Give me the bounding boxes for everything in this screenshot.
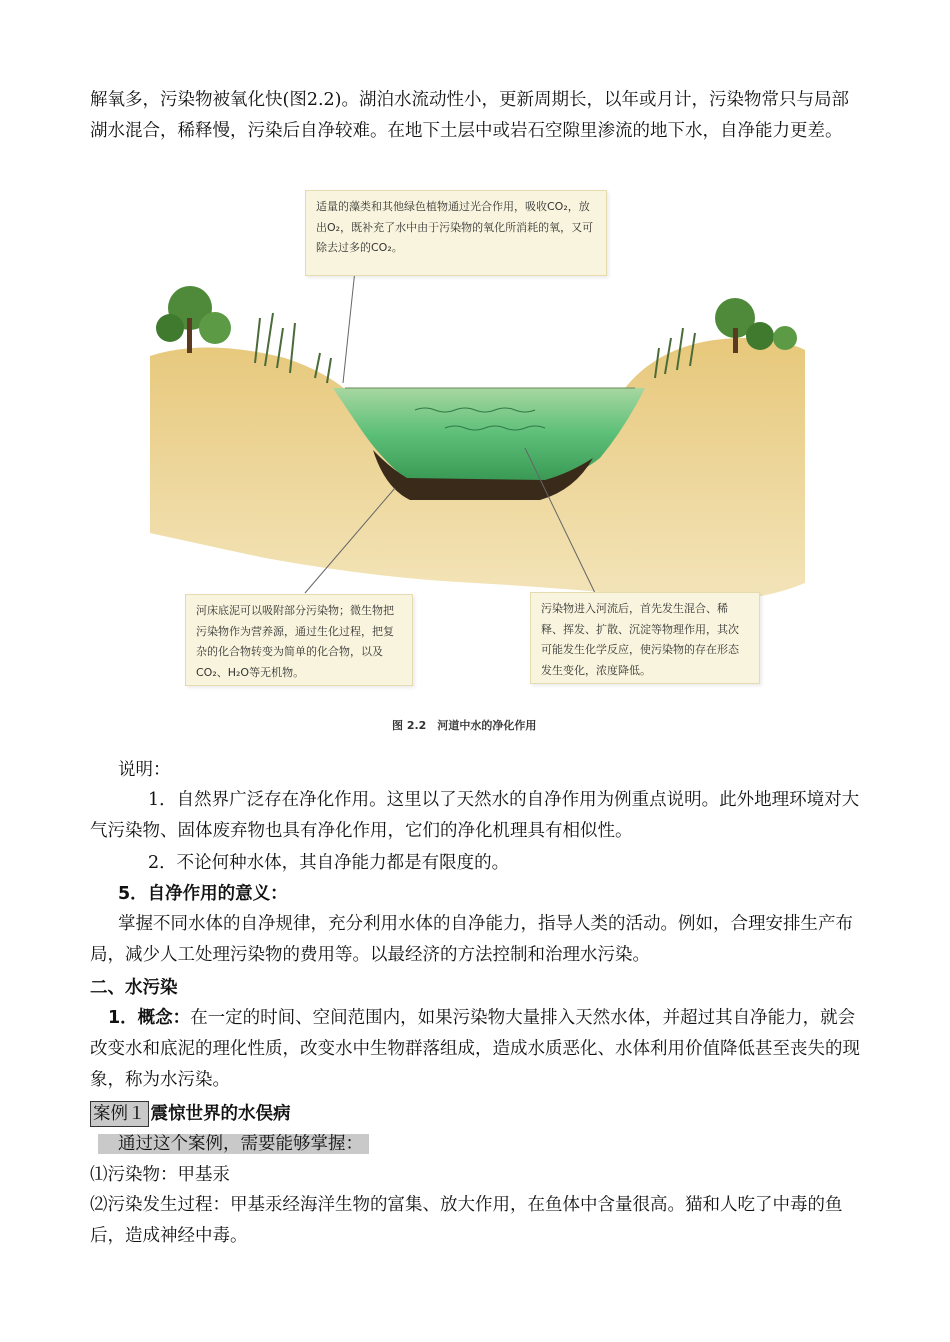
callout-riverbed-mud: 河床底泥可以吸附部分污染物；微生物把污染物作为营养源，通过生化过程，把复杂的化合物转变为简单的化合物，以及CO₂、H₂O等无机物。 (185, 594, 413, 686)
case-1-title: 震惊世界的水俣病 (150, 1104, 291, 1124)
concept-body: 在一定的时间、空间范围内，如果污染物大量排入天然水体，并超过其自净能力，就会改变水和底泥的理化性质，改变水中生物群落组成，造成水质恶化、水体利用价值降低甚至丧失的现象，称为水污染。 (90, 1008, 860, 1090)
explanation-item-1: 1．自然界广泛存在净化作用。这里以了天然水的自净作用为例重点说明。此外地理环境对大气污染物、固体废弃物也具有净化作用，它们的净化机理具有相似性。 (90, 790, 860, 841)
case-1-point-1: ⑴污染物：甲基汞 (90, 1165, 230, 1185)
explanation-label: 说明： (118, 760, 171, 780)
callout-physical-chemical: 污染物进入河流后，首先发生混合、稀释、挥发、扩散、沉淀等物理作用，其次可能发生化学反应，使污染物的存在形态发生变化，浓度降低。 (530, 592, 760, 684)
concept-paragraph (90, 1003, 862, 1096)
case-1-intro: 通过这个案例，需要能够掌握： (98, 1134, 369, 1154)
case-1-heading (90, 1101, 291, 1127)
callout-photosynthesis: 适量的藻类和其他绿色植物通过光合作用，吸收CO₂，放出O₂，既补充了水中由于污染物的氧化所消耗的氧，又可除去过多的CO₂。 (305, 190, 607, 276)
section-5-body: 掌握不同水体的自净规律，充分利用水体的自净能力，指导人类的活动。例如，合理安排生产布局，减少人工处理污染物的费用等。以最经济的方法控制和治理水污染。 (90, 914, 853, 965)
figure-river-purification (145, 188, 810, 733)
case-1-intro-wrap (98, 1132, 369, 1156)
figure-caption: 图 2.2 河道中水的净化作用 (392, 719, 537, 732)
section-water-pollution-heading: 二、水污染 (90, 978, 178, 998)
case-1-point-2: ⑵污染发生过程：甲基汞经海洋生物的富集、放大作用，在鱼体中含量很高。猫和人吃了中毒的鱼后，造成神经中毒。 (90, 1195, 843, 1246)
case-1-tag: 案例１ (90, 1101, 149, 1127)
explanation-item-2: 2．不论何种水体，其自净能力都是有限度的。 (148, 853, 510, 873)
intro-paragraph: 解氧多，污染物被氧化快(图2.2)。湖泊水流动性小，更新周期长，以年或月计，污染物常只与局部湖水混合，稀释慢，污染后自净较难。在地下土层中或岩石空隙里渗流的地下水，自净能力更差。 (90, 90, 849, 141)
section-5-heading: 5．自净作用的意义： (118, 884, 288, 904)
concept-label: 1．概念： (108, 1008, 191, 1028)
